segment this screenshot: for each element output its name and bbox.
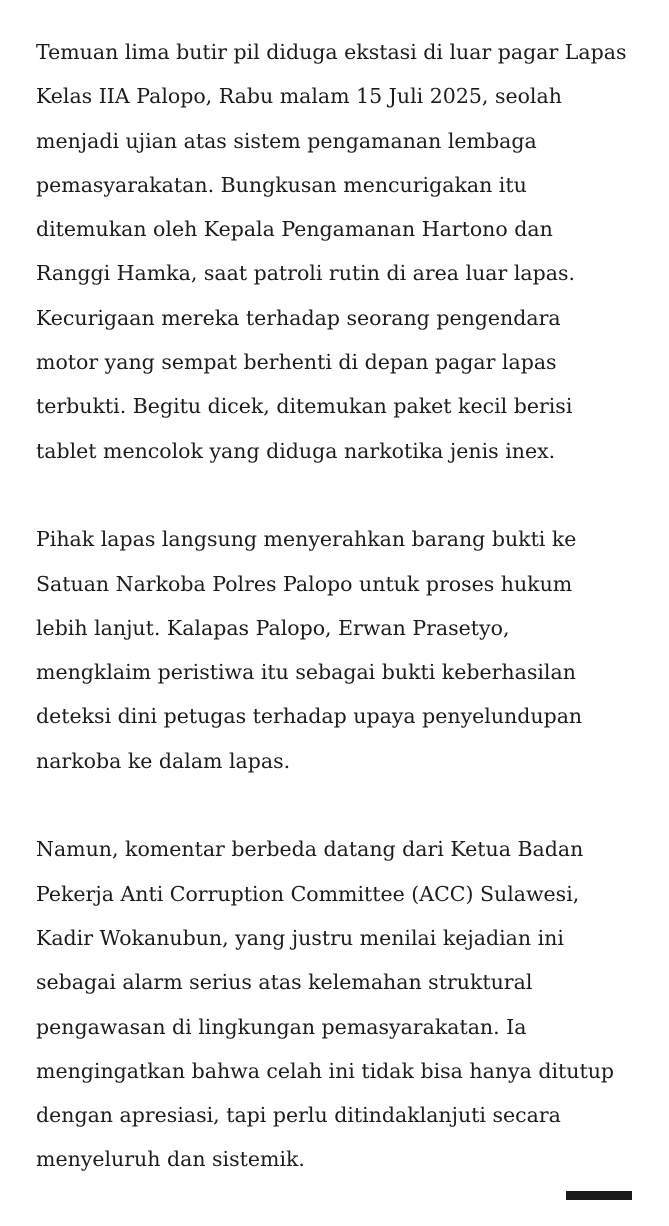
text-line: dengan apresiasi, tapi perlu ditindaklanjuti secara	[36, 1103, 561, 1128]
text-line: Kelas IIA Palopo, Rabu malam 15 Juli 2025, seolah	[36, 84, 562, 109]
text-line: Satuan Narkoba Polres Palopo untuk proses hukum	[36, 571, 573, 596]
text-line: Pekerja Anti Corruption Committee (ACC) Sulawesi,	[36, 881, 580, 906]
text-line: pengawasan di lingkungan pemasyarakatan. Ia	[36, 1014, 527, 1039]
text-line: tablet mencolok yang diduga narkotika jenis inex.	[36, 438, 556, 463]
text-line: terbukti. Begitu dicek, ditemukan paket kecil berisi	[36, 394, 573, 419]
text-line: Pihak lapas langsung menyerahkan barang bukti ke	[36, 527, 577, 552]
text-line: motor yang sempat berhenti di depan pagar lapas	[36, 350, 557, 375]
text-line: narkoba ke dalam lapas.	[36, 748, 291, 773]
article-body	[36, 30, 651, 1226]
paragraph-3	[36, 827, 651, 1181]
text-line: mengklaim peristiwa itu sebagai bukti keberhasilan	[36, 660, 576, 685]
text-line: Kadir Wokanubun, yang justru menilai kejadian ini	[36, 925, 564, 950]
paragraph-1	[36, 30, 651, 473]
paragraph-2	[36, 517, 651, 783]
text-line: Namun, komentar berbeda datang dari Ketua Badan	[36, 837, 584, 862]
text-line: Ranggi Hamka, saat patroli rutin di area luar lapas.	[36, 261, 575, 286]
text-line: deteksi dini petugas terhadap upaya penyelundupan	[36, 704, 583, 729]
floating-widget-edge[interactable]	[566, 1191, 632, 1200]
text-line: Temuan lima butir pil diduga ekstasi di luar pagar Lapas	[36, 40, 627, 64]
text-line: lebih lanjut. Kalapas Palopo, Erwan Prasetyo,	[36, 615, 510, 640]
text-line: menyeluruh dan sistemik.	[36, 1147, 305, 1172]
text-line: mengingatkan bahwa celah ini tidak bisa hanya ditutup	[36, 1058, 615, 1083]
text-line: pemasyarakatan. Bungkusan mencurigakan itu	[36, 172, 527, 197]
text-line: Kecurigaan mereka terhadap seorang pengendara	[36, 305, 561, 330]
text-line: ditemukan oleh Kepala Pengamanan Hartono dan	[36, 217, 553, 242]
text-line: sebagai alarm serius atas kelemahan struktural	[36, 970, 533, 995]
text-line: menjadi ujian atas sistem pengamanan lembaga	[36, 128, 537, 153]
